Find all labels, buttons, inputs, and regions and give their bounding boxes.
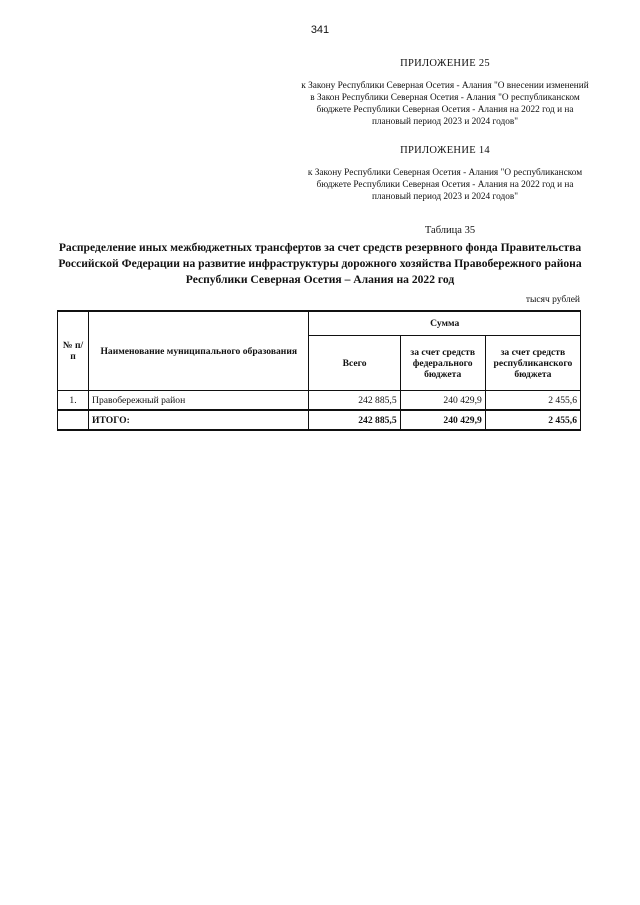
- header-republic: за счет средств республиканского бюджета: [485, 336, 580, 391]
- row-name: Правобережный район: [89, 391, 309, 411]
- appendix-25-block: [300, 58, 590, 128]
- appendix-25-text: к Закону Республики Северная Осетия - Алания "О внесении изменений в Закон Республики Северная Осетия - Алания "О республиканском бюджете Республики Северная Осетия - Алания на 2022 год и на плановый период 2023 и 2024 годов": [301, 81, 589, 127]
- appendix-14-heading: ПРИЛОЖЕНИЕ 14: [400, 145, 490, 156]
- total-row: [58, 410, 581, 430]
- units-label: тысяч рублей: [525, 295, 580, 305]
- total-num: [58, 410, 89, 430]
- row-num: 1.: [58, 391, 89, 411]
- page-number: 341: [310, 24, 330, 36]
- table-header-row: [58, 311, 581, 336]
- total-sum: 242 885,5: [309, 410, 400, 430]
- appendix-14-text: к Закону Республики Северная Осетия - Алания "О республиканском бюджете Республики Северная Осетия - Алания на 2022 год и на плановый период 2023 и 2024 годов": [307, 168, 583, 202]
- header-sum: Сумма: [309, 311, 581, 336]
- row-federal: 240 429,9: [400, 391, 485, 411]
- total-federal: 240 429,9: [400, 410, 485, 430]
- appendix-25-heading: ПРИЛОЖЕНИЕ 25: [400, 58, 490, 69]
- header-name: Наименование муниципального образования: [89, 311, 309, 391]
- transfers-table: [57, 310, 581, 431]
- table-row: [58, 391, 581, 411]
- header-num: № п/п: [58, 311, 89, 391]
- document-title: Распределение иных межбюджетных трансфертов за счет средств резервного фонда Правительства Российской Федерации на развитие инфраструктуры дорожного хозяйства Правобережного района Республики Северная Осетия – Алания на 2022 год: [58, 241, 582, 286]
- appendix-14-block: [300, 145, 590, 203]
- header-total: Всего: [309, 336, 400, 391]
- total-republic: 2 455,6: [485, 410, 580, 430]
- row-republic: 2 455,6: [485, 391, 580, 411]
- header-federal: за счет средств федерального бюджета: [400, 336, 485, 391]
- total-label: ИТОГО:: [89, 410, 309, 430]
- row-total: 242 885,5: [309, 391, 400, 411]
- table-number: Таблица 35: [424, 225, 476, 236]
